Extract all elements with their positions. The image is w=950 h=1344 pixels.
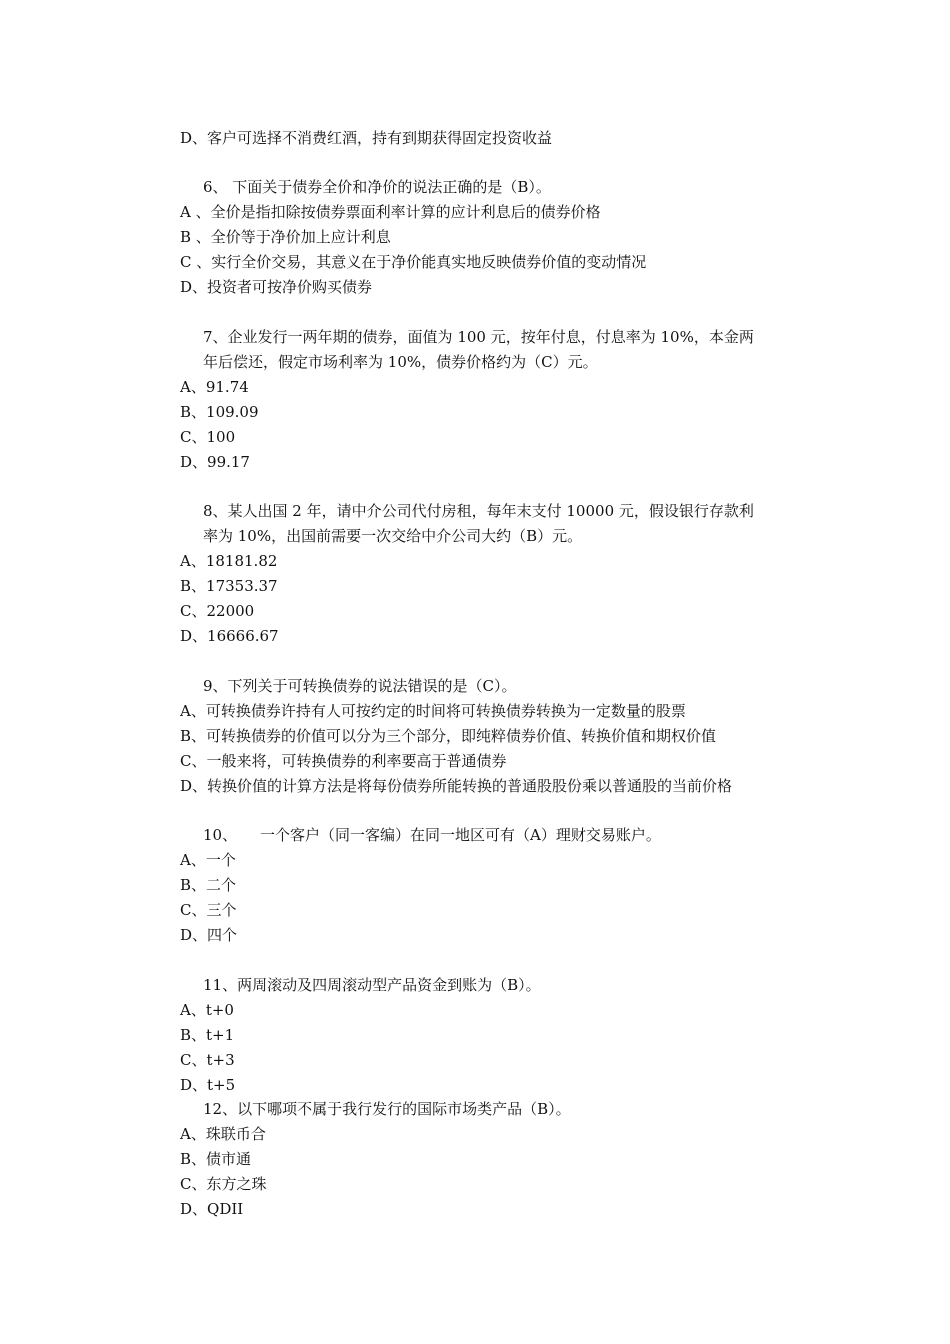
option-line: C、22000	[180, 602, 255, 620]
option-line: C、三个	[180, 901, 237, 919]
option-line: D、客户可选择不消费红酒，持有到期获得固定投资收益	[180, 129, 553, 147]
option-line: C、100	[180, 428, 236, 446]
option-line: A、91.74	[180, 378, 249, 396]
option-line: D、QDII	[180, 1200, 244, 1218]
question-6: 6、 下面关于债券全价和净价的说法正确的是（B）。	[203, 178, 551, 196]
option-line: C、东方之珠	[180, 1175, 267, 1193]
option-line: B、17353.37	[180, 577, 278, 595]
option-line: C 、实行全价交易，其意义在于净价能真实地反映债券价值的变动情况	[180, 253, 647, 271]
option-line: A 、全价是指扣除按债券票面利率计算的应计利息后的债券价格	[180, 203, 601, 221]
question-11: 11、两周滚动及四周滚动型产品资金到账为（B）。	[203, 976, 541, 994]
question-10: 一个客户（同一客编）在同一地区可有（A）理财交易账户。	[260, 826, 661, 844]
option-line: B、t+1	[180, 1026, 235, 1044]
question-10-number: 10、	[203, 826, 238, 844]
option-line: B 、全价等于净价加上应计利息	[180, 228, 391, 246]
option-line: A、18181.82	[180, 552, 278, 570]
option-line: A、t+0	[180, 1001, 234, 1019]
option-line: C、一般来将，可转换债券的利率要高于普通债券	[180, 752, 507, 770]
option-line: B、109.09	[180, 403, 259, 421]
question-7: 7、企业发行一两年期的债券，面值为 100 元，按年付息，付息率为 10%，本金两	[203, 328, 754, 346]
option-line: B、债市通	[180, 1150, 252, 1168]
question-12: 12、以下哪项不属于我行发行的国际市场类产品（B）。	[203, 1100, 571, 1118]
option-line: D、转换价值的计算方法是将每份债券所能转换的普通股股份乘以普通股的当前价格	[180, 777, 733, 795]
option-line: D、四个	[180, 926, 238, 944]
option-line: C、t+3	[180, 1051, 235, 1069]
option-line: B、可转换债券的价值可以分为三个部分，即纯粹债券价值、转换价值和期权价值	[180, 727, 717, 745]
option-line: A、一个	[180, 851, 236, 869]
option-line: D、t+5	[180, 1076, 236, 1094]
option-line: D、16666.67	[180, 627, 279, 645]
option-line: A、珠联币合	[180, 1125, 266, 1143]
option-line: A、可转换债券许持有人可按约定的时间将可转换债券转换为一定数量的股票	[180, 702, 686, 720]
option-line: B、二个	[180, 876, 237, 894]
option-line: D、99.17	[180, 453, 250, 471]
question-8-cont: 率为 10%，出国前需要一次交给中介公司大约（B）元。	[203, 527, 583, 545]
question-9: 9、下列关于可转换债券的说法错误的是（C）。	[203, 677, 517, 695]
question-7-cont: 年后偿还，假定市场利率为 10%，债券价格约为（C）元。	[203, 353, 598, 371]
question-8: 8、某人出国 2 年，请中介公司代付房租，每年末支付 10000 元，假设银行存款利	[203, 502, 754, 520]
option-line: D、投资者可按净价购买债券	[180, 278, 373, 296]
